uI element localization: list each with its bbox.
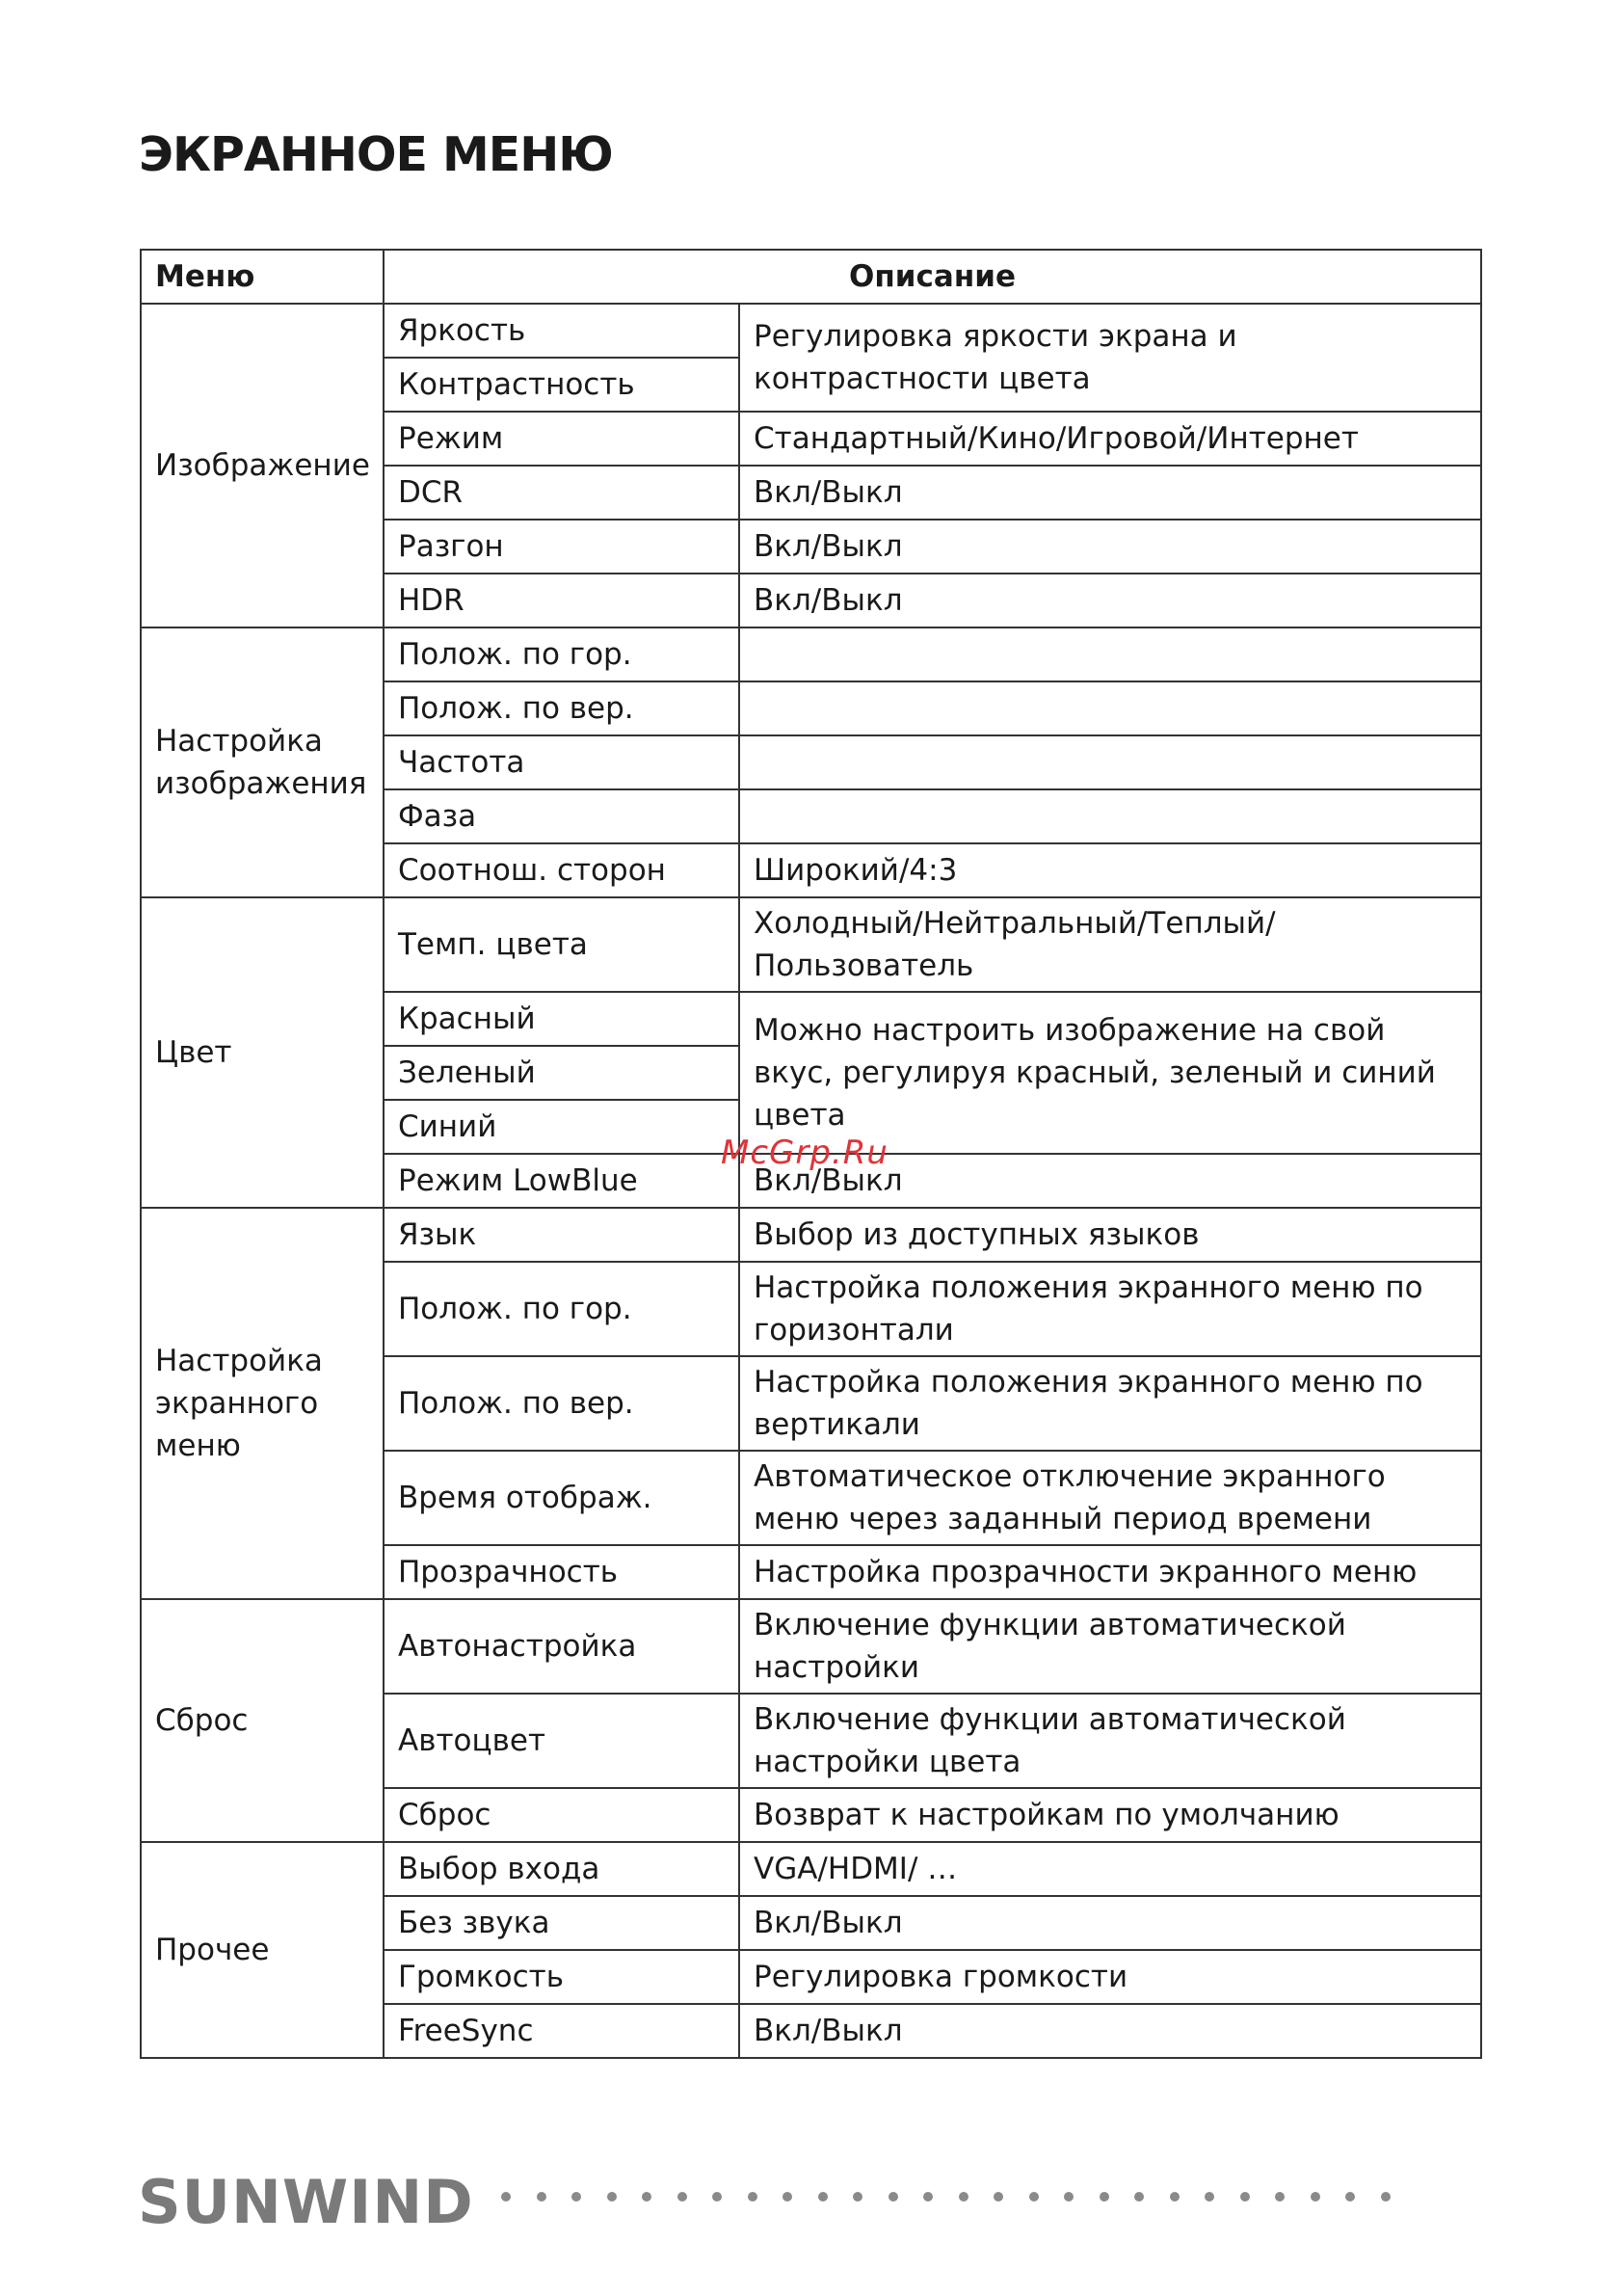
group-osd-setup: Настройка экранного меню: [141, 1208, 384, 1599]
item-freesync: FreeSync: [384, 2004, 739, 2058]
item-overdrive: Разгон: [384, 520, 739, 574]
desc-mute: Вкл/Выкл: [739, 1896, 1481, 1950]
item-mode: Режим: [384, 412, 739, 466]
item-lowblue: Режим LowBlue: [384, 1154, 739, 1208]
desc-overdrive: Вкл/Выкл: [739, 520, 1481, 574]
watermark: McGrp.Ru: [721, 1134, 889, 1172]
dot-decoration: [677, 2192, 687, 2202]
desc-osd-h-position: Настройка положения экранного меню по горизонтали: [739, 1262, 1481, 1356]
desc-brightness-contrast: Регулировка яркости экрана и контрастности цвета: [739, 304, 1481, 412]
item-h-position: Полож. по гор.: [384, 627, 739, 681]
dot-decoration: [889, 2192, 898, 2202]
item-green: Зеленый: [384, 1046, 739, 1100]
table-row: [141, 1208, 1481, 1262]
item-contrast: Контрастность: [384, 358, 739, 412]
dot-decoration: [923, 2192, 933, 2202]
desc-auto-adjust: Включение функции автоматической настройки: [739, 1599, 1481, 1694]
dot-decoration: [571, 2192, 581, 2202]
table-row: [141, 1842, 1481, 1896]
item-blue: Синий: [384, 1100, 739, 1154]
desc-freesync: Вкл/Выкл: [739, 2004, 1481, 2058]
item-hdr: HDR: [384, 574, 739, 627]
table-header-row: [141, 250, 1481, 304]
desc-osd-timeout: Автоматическое отключение экранного меню через заданный период времени: [739, 1451, 1481, 1545]
desc-empty: [739, 681, 1481, 735]
dot-decoration: [537, 2192, 546, 2202]
desc-dcr: Вкл/Выкл: [739, 466, 1481, 520]
desc-rgb: Можно настроить изображение на свой вкус, регулируя красный, зеленый и синий цвета: [739, 992, 1481, 1154]
group-reset: Сброс: [141, 1599, 384, 1842]
desc-empty: [739, 735, 1481, 789]
dot-decoration: [1205, 2192, 1214, 2202]
item-language: Язык: [384, 1208, 739, 1262]
item-color-temp: Темп. цвета: [384, 897, 739, 992]
desc-mode: Стандартный/Кино/Игровой/Интернет: [739, 412, 1481, 466]
dot-decoration: [1240, 2192, 1250, 2202]
desc-color-temp: Холодный/Нейтральный/Теплый/ Пользователь: [739, 897, 1481, 992]
dot-decoration: [1275, 2192, 1285, 2202]
item-red: Красный: [384, 992, 739, 1046]
dot-decoration: [501, 2192, 511, 2202]
dot-decoration: [853, 2192, 862, 2202]
desc-osd-transparency: Настройка прозрачности экранного меню: [739, 1545, 1481, 1599]
item-osd-h-position: Полож. по гор.: [384, 1262, 739, 1356]
desc-auto-color: Включение функции автоматической настройки цвета: [739, 1694, 1481, 1788]
item-aspect: Соотнош. сторон: [384, 843, 739, 897]
dot-decoration: [959, 2192, 968, 2202]
desc-aspect: Широкий/4:3: [739, 843, 1481, 897]
dot-decoration: [712, 2192, 722, 2202]
dot-decoration: [1064, 2192, 1074, 2202]
dot-decoration: [607, 2192, 617, 2202]
desc-hdr: Вкл/Выкл: [739, 574, 1481, 627]
table-row: [141, 897, 1481, 992]
header-description: Описание: [384, 250, 1481, 304]
dot-decoration: [1134, 2192, 1144, 2202]
item-osd-transparency: Прозрачность: [384, 1545, 739, 1599]
dot-decoration: [994, 2192, 1003, 2202]
table-row: [141, 304, 1481, 358]
item-volume: Громкость: [384, 1950, 739, 2004]
item-auto-adjust: Автонастройка: [384, 1599, 739, 1694]
dot-decoration: [748, 2192, 757, 2202]
desc-empty: [739, 789, 1481, 843]
desc-reset: Возврат к настройкам по умолчанию: [739, 1788, 1481, 1842]
item-phase: Фаза: [384, 789, 739, 843]
desc-lowblue: Вкл/Выкл: [739, 1154, 1481, 1208]
dot-decoration: [1170, 2192, 1180, 2202]
group-image-setup: Настройка изображения: [141, 627, 384, 897]
dot-decoration: [1311, 2192, 1320, 2202]
item-osd-v-position: Полож. по вер.: [384, 1356, 739, 1451]
table-row: [141, 1599, 1481, 1694]
dot-decoration: [1100, 2192, 1109, 2202]
dot-decoration: [818, 2192, 828, 2202]
brand-logo: SUNWIND: [138, 2167, 474, 2237]
table-row: [141, 627, 1481, 681]
desc-empty: [739, 627, 1481, 681]
item-dcr: DCR: [384, 466, 739, 520]
dot-decoration: [1345, 2192, 1355, 2202]
dot-decoration: [1029, 2192, 1039, 2202]
group-other: Прочее: [141, 1842, 384, 2058]
item-brightness: Яркость: [384, 304, 739, 358]
item-clock: Частота: [384, 735, 739, 789]
decorative-dots: [501, 2188, 1417, 2207]
group-image: Изображение: [141, 304, 384, 627]
dot-decoration: [1381, 2192, 1391, 2202]
item-auto-color: Автоцвет: [384, 1694, 739, 1788]
dot-decoration: [642, 2192, 651, 2202]
item-v-position: Полож. по вер.: [384, 681, 739, 735]
desc-input: VGA/HDMI/ …: [739, 1842, 1481, 1896]
page-title: ЭКРАННОЕ МЕНЮ: [139, 127, 613, 182]
group-color: Цвет: [141, 897, 384, 1208]
desc-osd-v-position: Настройка положения экранного меню по вертикали: [739, 1356, 1481, 1451]
desc-language: Выбор из доступных языков: [739, 1208, 1481, 1262]
desc-volume: Регулировка громкости: [739, 1950, 1481, 2004]
item-osd-timeout: Время отображ.: [384, 1451, 739, 1545]
item-input: Выбор входа: [384, 1842, 739, 1896]
header-menu: Меню: [141, 250, 384, 304]
item-mute: Без звука: [384, 1896, 739, 1950]
dot-decoration: [782, 2192, 792, 2202]
item-reset: Сброс: [384, 1788, 739, 1842]
